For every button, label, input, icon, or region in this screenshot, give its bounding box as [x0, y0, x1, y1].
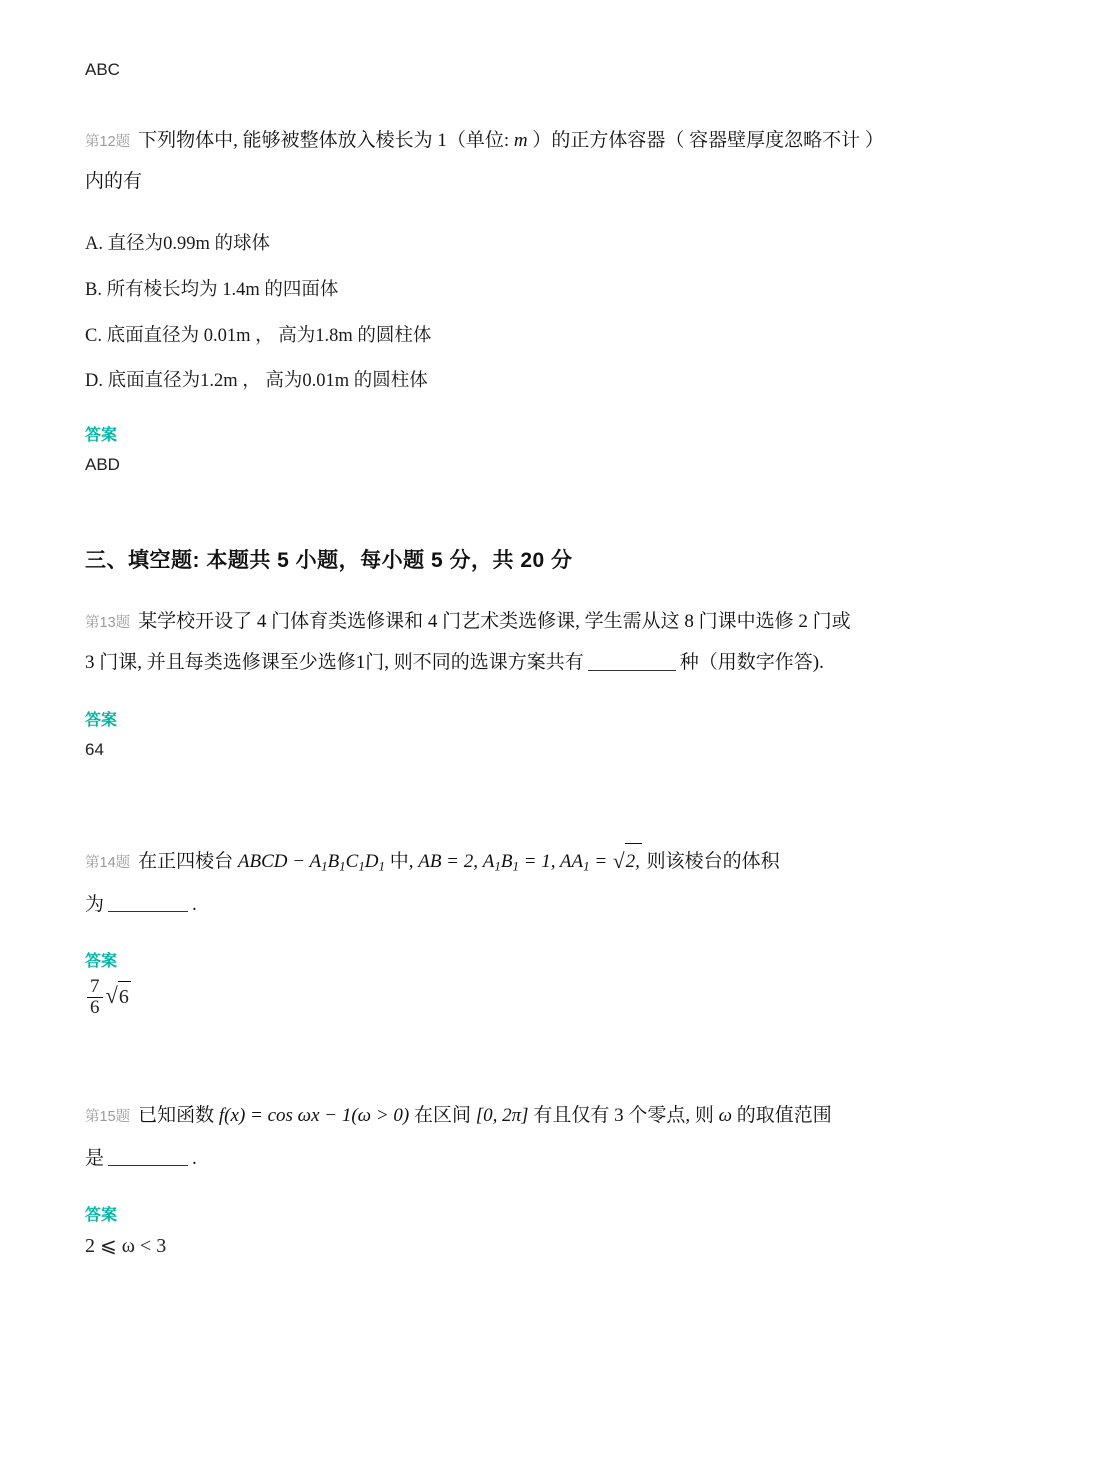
- answer-label: 答案: [85, 953, 118, 971]
- question-14-answer-value: [85, 977, 1017, 1018]
- question-13-answer-value: 64: [85, 739, 104, 759]
- question-15-stem: [85, 1098, 1017, 1176]
- question-12-option-c[interactable]: C. 底面直径为 0.01m ， 高为1.8m 的圆柱体: [85, 325, 432, 346]
- question-14-cond2-c: = 1,: [518, 850, 556, 872]
- question-12-option-a[interactable]: A. 直径为0.99m 的球体: [85, 234, 271, 255]
- section-title: 三、填空题: 本题共 5 小题，每小题 5 分，共 20 分: [85, 549, 573, 573]
- sqrt-radicand: 6: [118, 981, 131, 1012]
- question-14-cond3: [560, 851, 647, 872]
- question-14-stem: [85, 843, 1017, 922]
- answer-label: 答案: [85, 427, 118, 445]
- question-15-line2: [85, 1141, 1017, 1176]
- question-12-stem-italic: m: [513, 130, 528, 152]
- question-13: [85, 604, 1017, 762]
- question-14-answer: [85, 948, 1017, 1018]
- fraction-numerator: 7: [87, 977, 103, 998]
- question-15-line1-a: 已知函数: [138, 1104, 215, 1126]
- question-14-tail: 则该棱台的体积: [646, 850, 780, 872]
- question-14-sub2: 1: [339, 858, 346, 874]
- question-14: [85, 843, 1017, 1018]
- sqrt-icon: [106, 981, 131, 1012]
- question-14-sqrt-icon: [613, 843, 642, 879]
- question-14-sub3: 1: [358, 858, 365, 874]
- question-15-interval: [0, 2π]: [475, 1104, 529, 1126]
- question-15-answer: [85, 1202, 1017, 1261]
- question-14-cond3-b: =: [589, 850, 612, 872]
- question-12-stem: [85, 123, 1017, 199]
- question-13-line2-a: 3 门课, 并且每类选修课至少选修1门, 则不同的选课方案共有: [85, 652, 584, 674]
- fraction-denominator: 6: [90, 997, 100, 1019]
- question-14-cond3-a: AA: [559, 850, 584, 872]
- question-14-line2-b: .: [192, 893, 197, 915]
- question-14-line2: [85, 887, 1017, 922]
- question-14-cond2-sub1: 1: [494, 858, 501, 874]
- question-14-blank[interactable]: [108, 893, 188, 912]
- question-14-solid-c: C: [345, 850, 359, 872]
- question-14-sub1: 1: [321, 858, 328, 874]
- question-14-sub4: 1: [378, 858, 385, 874]
- question-14-cond2: [483, 851, 560, 872]
- question-14-line2-a: 为: [85, 893, 105, 915]
- question-12-stem-part2: ）的正方体容器（ 容器壁厚度忽略不计 ）: [527, 130, 884, 152]
- question-15-blank[interactable]: [108, 1147, 188, 1166]
- question-13-blank[interactable]: [588, 652, 676, 671]
- question-14-cond3-sub: 1: [583, 858, 590, 874]
- question-13-line1: 某学校开设了 4 门体育类选修课和 4 门艺术类选修课, 学生需从这 8 门课中选修 2 门或: [138, 611, 851, 633]
- question-14-mid: 中,: [389, 850, 414, 872]
- question-13-number: 第13题: [85, 615, 131, 632]
- question-12-option-b[interactable]: B. 所有棱长均为 1.4m 的四面体: [85, 280, 339, 301]
- question-15: [85, 1098, 1017, 1261]
- question-15-number: 第15题: [85, 1108, 131, 1125]
- answer-label: 答案: [85, 1207, 118, 1225]
- question-12-stem-line2: 内的有: [85, 171, 143, 193]
- question-13-answer: [85, 707, 1017, 763]
- question-12-answer: [85, 422, 1017, 478]
- question-14-cond2-b: B: [500, 850, 513, 872]
- question-15-line1-d: 的取值范围: [736, 1104, 832, 1126]
- question-13-line2: [85, 645, 1017, 680]
- question-15-line1-b: 在区间: [413, 1104, 471, 1126]
- question-13-line2-b: 种（用数字作答).: [679, 652, 824, 674]
- question-14-cond2-a: A: [482, 850, 495, 872]
- question-12: [85, 123, 1017, 478]
- question-14-solid: [238, 851, 390, 872]
- question-14-cond3-rad: 2,: [625, 843, 642, 879]
- document-content: [85, 0, 1017, 1295]
- question-14-solid-d: D: [364, 850, 379, 872]
- question-14-cond1: AB = 2,: [418, 850, 479, 872]
- question-12-answer-value: ABD: [85, 455, 120, 475]
- question-15-omega: ω: [718, 1104, 732, 1126]
- question-12-number: 第12题: [85, 134, 131, 151]
- question-12-stem-part1: 下列物体中, 能够被整体放入棱长为 1（单位:: [138, 130, 514, 152]
- question-15-formula: f(x) = cos ωx − 1(ω > 0): [218, 1104, 410, 1126]
- question-14-cond2-sub2: 1: [512, 858, 519, 874]
- question-14-solid-a: ABCD − A: [237, 850, 322, 872]
- question-14-number: 第14题: [85, 854, 131, 871]
- question-14-prefix: 在正四棱台: [138, 850, 234, 872]
- fraction: [87, 977, 103, 1018]
- answer-label: 答案: [85, 711, 118, 729]
- question-15-answer-value: 2 ⩽ ω < 3: [85, 1235, 167, 1258]
- question-15-line2-b: .: [192, 1148, 197, 1170]
- question-13-stem: [85, 604, 1017, 680]
- question-14-solid-b: B: [327, 850, 340, 872]
- question-15-line2-a: 是: [85, 1148, 105, 1170]
- question-12-option-d[interactable]: D. 底面直径为1.2m ， 高为0.01m 的圆柱体: [85, 371, 428, 392]
- previous-answer-value: ABC: [85, 60, 120, 79]
- question-15-line1-c: 有且仅有 3 个零点, 则: [533, 1104, 714, 1126]
